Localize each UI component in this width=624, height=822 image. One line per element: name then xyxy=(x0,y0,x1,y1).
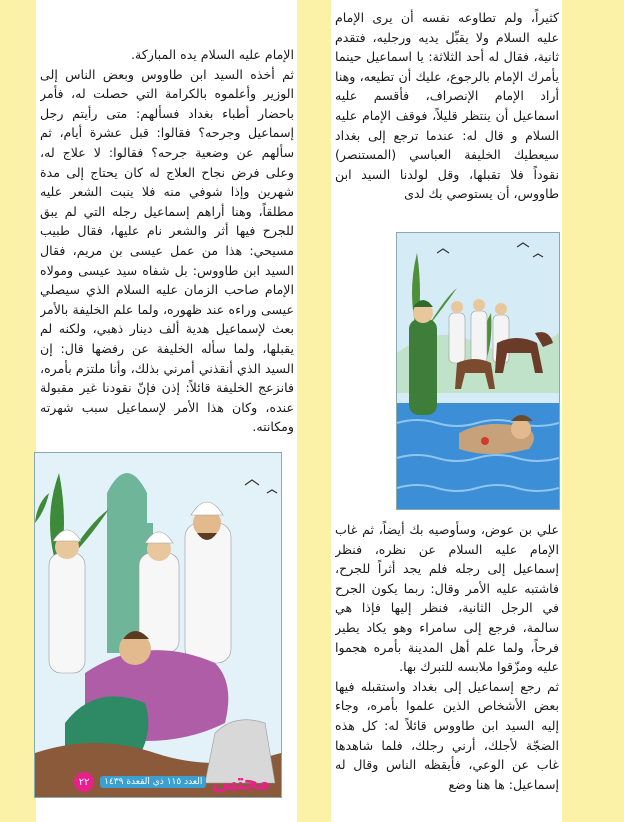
left-margin-band xyxy=(0,0,36,822)
illustration-imam-healing xyxy=(396,232,560,510)
center-gutter-band xyxy=(297,0,331,822)
doctors-scene-drawing xyxy=(35,453,281,797)
illustration-doctors-examine xyxy=(34,452,282,798)
left-paragraph-1: الإمام عليه السلام يده المباركة. xyxy=(131,47,294,62)
magazine-masthead xyxy=(40,770,270,794)
issue-info: العدد ١١٥ ذي القعدة ١٤٣٩ xyxy=(100,776,206,788)
healing-scene-drawing xyxy=(397,233,559,509)
right-top-paragraph: كثيراً، ولم تطاوعه نفسه أن يرى الإمام عليه السلام ولا يقبِّل يديه ورجليه، فتقدم ثانية، فقال له أحد الثلاثة: يا اسماعيل حينما يأمرك الإمام بالرجوع، عليك أن تطيعه، وهنا أراد الإمام الإنصراف، فأقسم عليه اسماعيل أن ينتظر قليلاً، فوقف الإمام عليه السلام و قال له: عندما ترجع إلى بغداد سيعطيك الخليفة العباسي (المستنصر) نقوداً فلا تقبلها، وقل لولدنا السيد ابن طاووس، أن يستوصي بك لدى xyxy=(335,10,559,202)
right-margin-band xyxy=(562,0,624,822)
right-column-bottom-text xyxy=(335,520,559,820)
right-bottom-paragraph-1: علي بن عوض، وسأوصيه بك أيضاً، ثم غاب الإمام عليه السلام عن نظره، فنظر إسماعيل إلى رجله فلم يجد أثراً للجرح، فاشتبه عليه الأمر وقال: ربما يكون الجرح في الرجل الثانية، فنظر إليها فإذا هي سالمة، فرجع إلى سامراء وهو يكاد يطير فرحاً، ولما علم أهل المدينة بأمره هجموا عليه ومزّقوا ملابسه للتبرك بها. xyxy=(335,522,559,675)
left-paragraph-2: ثم أخذه السيد ابن طاووس وبعض الناس إلى الوزير وأعلموه بالكرامة التي حصلت له، فأمر باحضار أطباء بغداد فسألهم: متى رأيتم رجل إسماعيل وجرحه؟ فقالوا: قبل عشرة أيام، ثم سألهم عن وضعية جرحه؟ فقالوا: لا علاج له، وعلى فرض نجاح العلاج له كان يحتاج إلى مدة شهرين وإذا شوفي منه فلا ينبت الشعر عليه مطلقاً، وهنا أراهم إسماعيل رجله التي لم يبق للجرح فيها أثر والشعر نام عليها، فقال طبيب مسيحي: هذا من عمل عيسى بن مريم، فقال السيد ابن طاووس: بل شفاه سيد عيسى ومولاه الإمام صاحب الزمان عليه السلام الذي سيصلي عيسى وراءه عند ظهوره، ولما علم الخليفة بالأمر بعث لإسماعيل هدية ألف دينار ذهبي، ولكنه لم يقبلها، ولما سأله الخليفة عن رفضها قال: إن السيد الذي أنقذني أمرني بذلك، وأنا ملتزم بأمره، فانزعج الخليفة قائلاً: إذن فإنّ نقودنا غير مقبولة عنده، وكان هذا الأمر لإسماعيل سبب شهرته ومكانته. xyxy=(40,66,294,435)
magazine-logo: مجتبى xyxy=(212,769,270,795)
left-column-text xyxy=(40,45,294,443)
page-number-badge: ٢٢ xyxy=(74,772,94,792)
right-column-top-text xyxy=(335,8,559,214)
right-bottom-paragraph-2: ثم رجع إسماعيل إلى بغداد واستقبله فيها بعض الأشخاص الذين علموا بأمره، وجاء إليه السيد ابن طاووس قائلاً له: كل هذه الضجّة لأجلك، أرني رجلك، فلما شاهدها غاب عن الوعي، فأيقظه الناس وقال له إسماعيل: ها هنا وضع xyxy=(335,678,559,792)
